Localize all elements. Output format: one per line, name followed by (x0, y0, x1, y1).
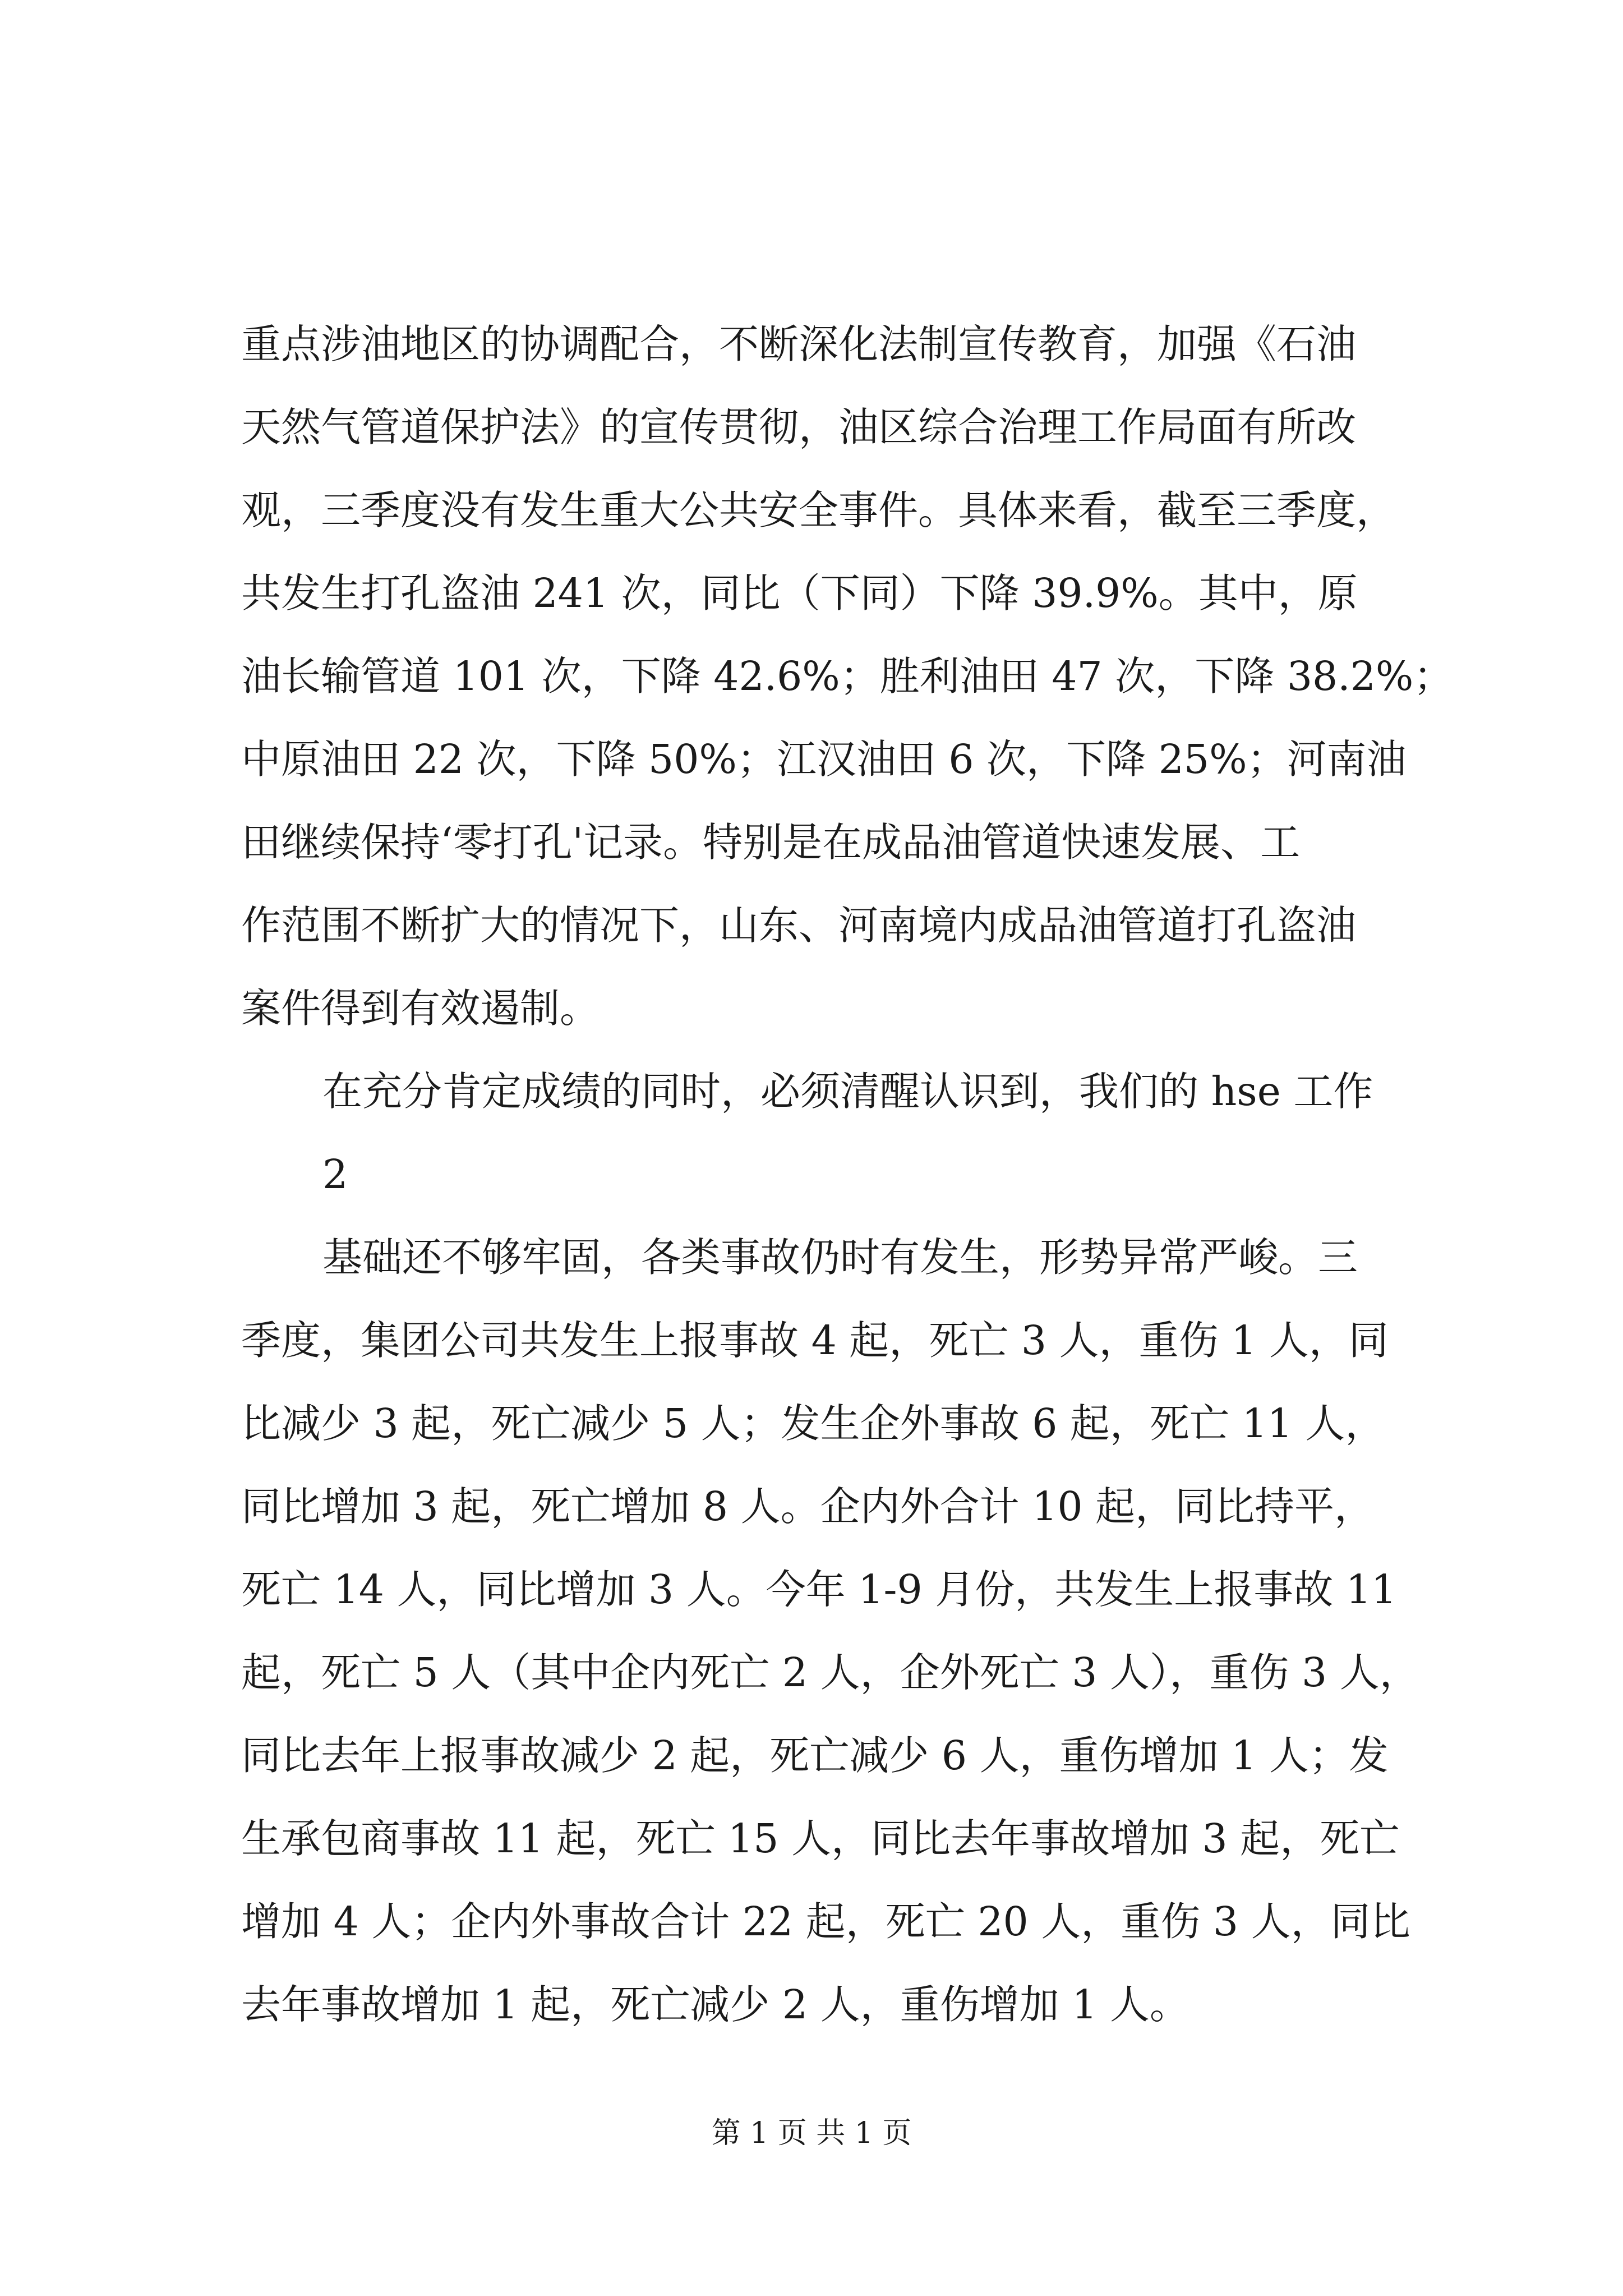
paragraph-3-line-8: 增加 4 人；企内外事故合计 22 起，死亡 20 人，重伤 3 人，同比 (241, 1898, 1410, 1945)
body-text (241, 303, 1475, 2046)
paragraph-3-line-1: 季度，集团公司共发生上报事故 4 起，死亡 3 人，重伤 1 人，同 (241, 1317, 1389, 1364)
paragraph-0-line-7: 作范围不断扩大的情况下，山东、河南境内成品油管道打孔盗油 (241, 902, 1357, 949)
paragraph-3-line-6: 同比去年上报事故减少 2 起，死亡减少 6 人，重伤增加 1 人；发 (241, 1732, 1389, 1779)
paragraph-2-line-0: 2 (322, 1151, 348, 1198)
paragraph-3-line-0: 基础还不够牢固，各类事故仍时有发生，形势异常严峻。三 (322, 1234, 1358, 1281)
paragraph-0-line-6: 田继续保持‘零打孔'记录。特别是在成品油管道快速发展、工 (241, 819, 1301, 866)
paragraph-3-line-7: 生承包商事故 11 起，死亡 15 人，同比去年事故增加 3 起，死亡 (241, 1815, 1400, 1862)
paragraph-3-line-9: 去年事故增加 1 起，死亡减少 2 人，重伤增加 1 人。 (241, 1981, 1189, 2028)
paragraph-0-line-2: 观，三季度没有发生重大公共安全事件。具体来看，截至三季度， (241, 487, 1396, 533)
paragraph-3-line-2: 比减少 3 起，死亡减少 5 人；发生企外事故 6 起，死亡 11 人， (241, 1400, 1385, 1447)
paragraph-0-line-5: 中原油田 22 次，下降 50%；江汉油田 6 次，下降 25%；河南油 (241, 736, 1407, 783)
page-footer: 第 1 页 共 1 页 (711, 2116, 912, 2150)
paragraph-0-line-0: 重点涉油地区的协调配合，不断深化法制宣传教育，加强《石油 (241, 321, 1357, 367)
paragraph-3-line-3: 同比增加 3 起，死亡增加 8 人。企内外合计 10 起，同比持平， (241, 1483, 1375, 1530)
paragraph-0-line-1: 天然气管道保护法》的宣传贯彻，油区综合治理工作局面有所改 (241, 404, 1357, 450)
paragraph-3-line-4: 死亡 14 人，同比增加 3 人。今年 1-9 月份，共发生上报事故 11 (241, 1566, 1397, 1613)
paragraph-0-line-4: 油长输管道 101 次，下降 42.6%；胜利油田 47 次，下降 38.2%； (241, 653, 1454, 700)
paragraph-0-line-3: 共发生打孔盗油 241 次，同比（下同）下降 39.9%。其中，原 (241, 570, 1358, 616)
paragraph-0-line-8: 案件得到有效遏制。 (241, 985, 600, 1032)
paragraph-1-line-0: 在充分肯定成绩的同时，必须清醒认识到，我们的 hse 工作 (322, 1068, 1373, 1115)
paragraph-3-line-5: 起，死亡 5 人（其中企内死亡 2 人，企外死亡 3 人），重伤 3 人， (241, 1649, 1419, 1696)
